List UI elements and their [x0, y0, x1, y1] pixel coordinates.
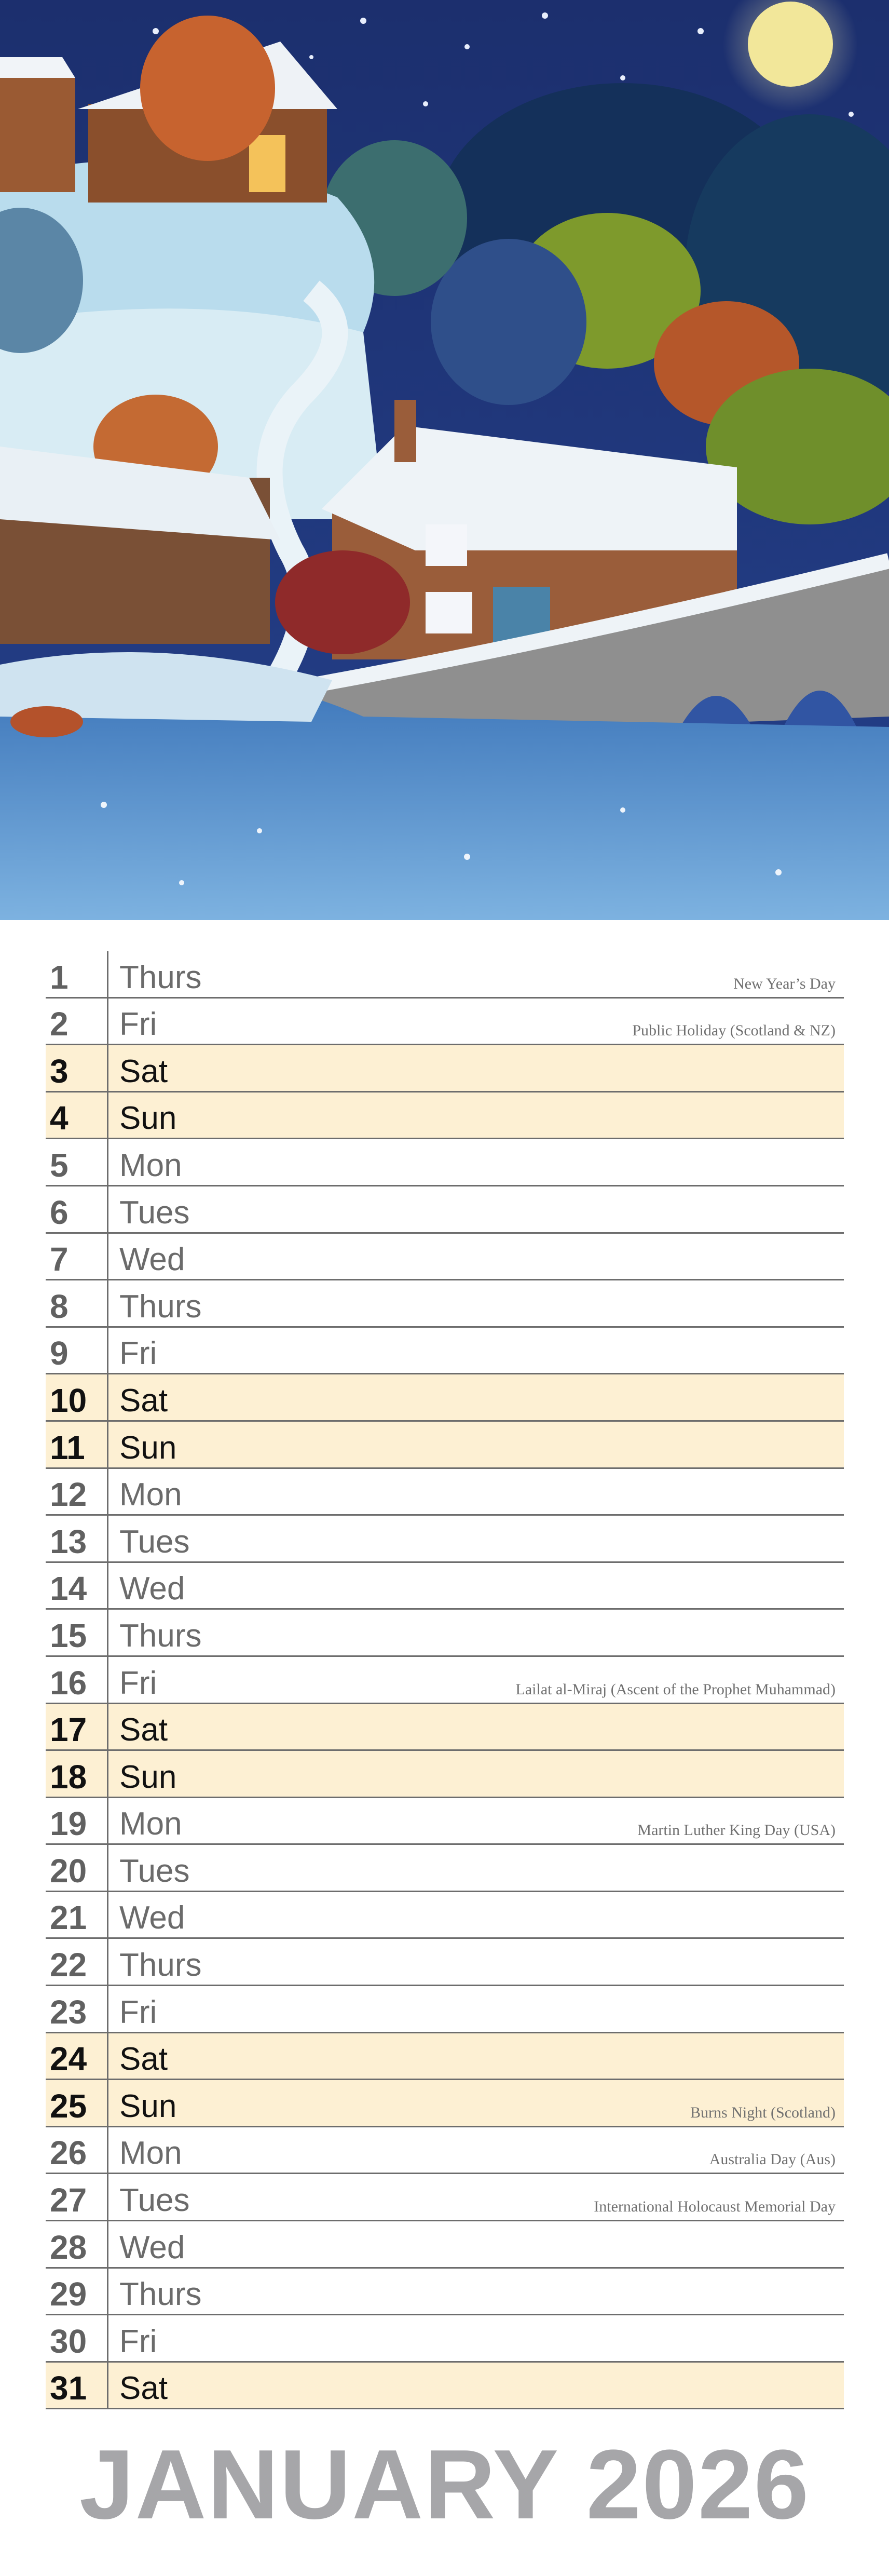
day-row [46, 1422, 844, 1469]
day-number: 17 [50, 1711, 87, 1749]
day-name: Mon [119, 2135, 182, 2172]
day-number: 21 [50, 1899, 87, 1937]
day-name: Sat [119, 1712, 168, 1748]
day-row [46, 1139, 844, 1186]
day-number: 23 [50, 1993, 87, 2031]
day-number: 19 [50, 1805, 87, 1843]
day-row [46, 1045, 844, 1093]
holiday-note: Lailat al-Miraj (Ascent of the Prophet Muhammad) [515, 1680, 836, 1698]
day-name: Fri [119, 1006, 157, 1043]
holiday-note: Australia Day (Aus) [709, 2151, 836, 2168]
day-name: Tues [119, 1853, 190, 1889]
day-number: 31 [50, 2369, 87, 2407]
day-number: 3 [50, 1052, 69, 1090]
day-row [46, 2315, 844, 2363]
day-number: 26 [50, 2134, 87, 2172]
day-row [46, 1516, 844, 1563]
day-number: 27 [50, 2181, 87, 2219]
day-row [46, 2127, 844, 2175]
day-name: Wed [119, 2229, 185, 2265]
day-row [46, 1798, 844, 1845]
day-number: 8 [50, 1287, 69, 1325]
day-name: Sun [119, 1429, 177, 1466]
day-number: 14 [50, 1570, 87, 1608]
day-name: Sat [119, 1053, 168, 1089]
day-row [46, 1234, 844, 1281]
day-row [46, 999, 844, 1046]
day-row [46, 2221, 844, 2269]
day-name: Sun [119, 1100, 177, 1137]
day-name: Tues [119, 1523, 190, 1560]
day-row [46, 1280, 844, 1328]
day-name: Tues [119, 2182, 190, 2219]
day-number: 28 [50, 2228, 87, 2266]
day-row [46, 2269, 844, 2316]
day-number: 16 [50, 1664, 87, 1702]
day-name: Fri [119, 1994, 157, 2030]
day-name: Sat [119, 2370, 168, 2407]
day-name: Wed [119, 1571, 185, 1607]
day-number: 29 [50, 2275, 87, 2313]
day-row [46, 2363, 844, 2410]
day-name: Wed [119, 1900, 185, 1936]
day-row [46, 1751, 844, 1798]
day-row [46, 1328, 844, 1375]
day-number: 1 [50, 958, 69, 996]
day-number: 12 [50, 1476, 87, 1514]
day-number: 6 [50, 1193, 69, 1231]
day-number: 11 [50, 1428, 85, 1466]
holiday-note: Public Holiday (Scotland & NZ) [632, 1022, 836, 1040]
month-title: JANUARY 2026 [79, 2430, 810, 2540]
day-number: 15 [50, 1616, 87, 1654]
day-number: 25 [50, 2087, 87, 2125]
day-name: Thurs [119, 1288, 202, 1325]
calendar-grid [46, 951, 844, 2409]
day-number: 24 [50, 2040, 87, 2078]
day-row [46, 1186, 844, 1234]
holiday-note: Martin Luther King Day (USA) [637, 1822, 836, 1839]
day-number: 5 [50, 1146, 69, 1184]
day-row [46, 1469, 844, 1516]
day-row [46, 1704, 844, 1751]
day-number: 30 [50, 2322, 87, 2360]
day-number: 4 [50, 1099, 69, 1137]
day-name: Thurs [119, 2276, 202, 2313]
day-number: 9 [50, 1334, 69, 1372]
day-number: 13 [50, 1522, 87, 1560]
day-name: Fri [119, 1336, 157, 1372]
day-number: 18 [50, 1758, 87, 1796]
day-number: 22 [50, 1946, 87, 1984]
holiday-note: New Year’s Day [733, 975, 836, 992]
day-row [46, 951, 844, 999]
day-name: Mon [119, 1806, 182, 1842]
day-number: 10 [50, 1381, 87, 1419]
day-name: Sun [119, 2088, 177, 2124]
day-name: Thurs [119, 959, 202, 995]
day-row [46, 2033, 844, 2081]
day-name: Sun [119, 1759, 177, 1795]
day-row [46, 2174, 844, 2221]
winter-village-painting [0, 0, 889, 920]
day-name: Sat [119, 2041, 168, 2078]
day-name: Fri [119, 2323, 157, 2359]
day-row [46, 1093, 844, 1140]
holiday-note: International Holocaust Memorial Day [594, 2198, 836, 2216]
day-number: 2 [50, 1005, 69, 1043]
day-row [46, 1986, 844, 2033]
day-name: Mon [119, 1477, 182, 1513]
day-row [46, 1563, 844, 1610]
day-name: Mon [119, 1147, 182, 1183]
day-name: Tues [119, 1194, 190, 1231]
day-name: Fri [119, 1665, 157, 1701]
day-row [46, 2080, 844, 2127]
day-number: 20 [50, 1852, 87, 1890]
day-number: 7 [50, 1240, 69, 1278]
day-row [46, 1610, 844, 1657]
day-name: Sat [119, 1382, 168, 1419]
day-name: Thurs [119, 1617, 202, 1654]
day-row [46, 1845, 844, 1892]
day-name: Thurs [119, 1947, 202, 1984]
day-row [46, 1374, 844, 1422]
day-row [46, 1892, 844, 1939]
holiday-note: Burns Night (Scotland) [690, 2103, 836, 2121]
day-row [46, 1939, 844, 1986]
day-row [46, 1657, 844, 1704]
day-name: Wed [119, 1242, 185, 1278]
